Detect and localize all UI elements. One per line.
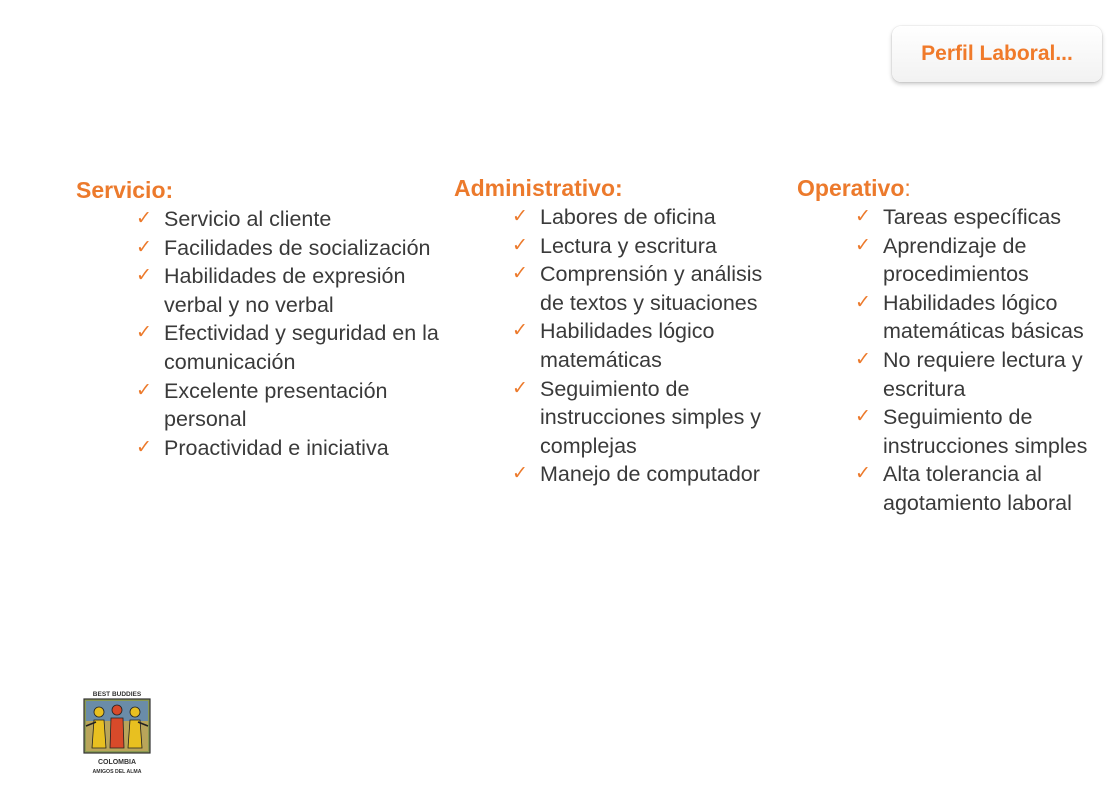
page-title-button[interactable]: Perfil Laboral... (892, 26, 1102, 82)
list-item: ✓ No requiere lectura y escritura (855, 347, 1083, 401)
list-item: ✓ Tareas específicas (883, 203, 1117, 232)
list-item: ✓ Proactividad e iniciativa (164, 434, 464, 463)
skills-list (136, 205, 464, 462)
check-icon: ✓ (855, 348, 871, 370)
check-icon: ✓ (512, 234, 528, 256)
check-icon: ✓ (512, 377, 528, 399)
check-icon: ✓ (136, 436, 152, 458)
list-item: ✓ Manejo de computador (540, 460, 778, 489)
check-icon: ✓ (136, 208, 152, 229)
check-icon: ✓ (855, 463, 871, 485)
svg-text:COLOMBIA: COLOMBIA (97, 759, 137, 766)
check-icon: ✓ (512, 320, 528, 342)
skills-list (512, 203, 778, 489)
column-administrativo (454, 173, 778, 489)
skills-list (855, 203, 1117, 518)
list-item: ✓ Lectura y escritura (540, 232, 778, 261)
list-item: ✓ Alta tolerancia al agotamiento laboral (855, 462, 1072, 515)
list-item: ✓ Comprensión y análisis de textos y situaciones (512, 262, 763, 315)
check-icon: ✓ (136, 236, 152, 258)
column-servicio (76, 175, 464, 462)
check-icon: ✓ (855, 206, 871, 227)
check-icon: ✓ (512, 206, 528, 227)
svg-text:BEST BUDDIES: BEST BUDDIES (92, 691, 142, 698)
list-item: ✓ Aprendizaje de procedimientos (855, 233, 1029, 287)
list-item: ✓ Labores de oficina (540, 203, 778, 232)
check-icon: ✓ (855, 406, 871, 428)
column-heading: Operativo: (797, 175, 911, 201)
list-item: ✓ Habilidades lógico matemáticas (512, 319, 715, 372)
column-operativo (797, 173, 1117, 518)
list-item: ✓ Servicio al cliente (164, 205, 464, 234)
check-icon: ✓ (855, 291, 871, 313)
check-icon: ✓ (136, 265, 152, 287)
column-heading: Administrativo: (454, 175, 623, 201)
check-icon: ✓ (136, 322, 152, 344)
check-icon: ✓ (512, 263, 528, 285)
check-icon: ✓ (512, 463, 528, 485)
check-icon: ✓ (855, 234, 871, 256)
list-item: ✓ Efectividad y seguridad en la comunicación (136, 321, 439, 374)
svg-text:AMIGOS DEL ALMA: AMIGOS DEL ALMA (92, 769, 142, 775)
list-item: ✓ Seguimiento de instrucciones simples y complejas (512, 376, 762, 458)
column-heading: Servicio: (76, 177, 174, 203)
check-icon: ✓ (136, 379, 152, 401)
list-item: ✓ Habilidades lógico matemáticas básicas (855, 290, 1084, 344)
list-item: ✓ Facilidades de socialización (164, 234, 464, 263)
best-buddies-logo-icon (82, 688, 152, 778)
list-item: ✓ Habilidades de expresión verbal y no verbal (136, 264, 406, 317)
list-item: ✓ Seguimiento de instrucciones simples (855, 405, 1088, 458)
list-item: ✓ Excelente presentación personal (136, 378, 388, 432)
